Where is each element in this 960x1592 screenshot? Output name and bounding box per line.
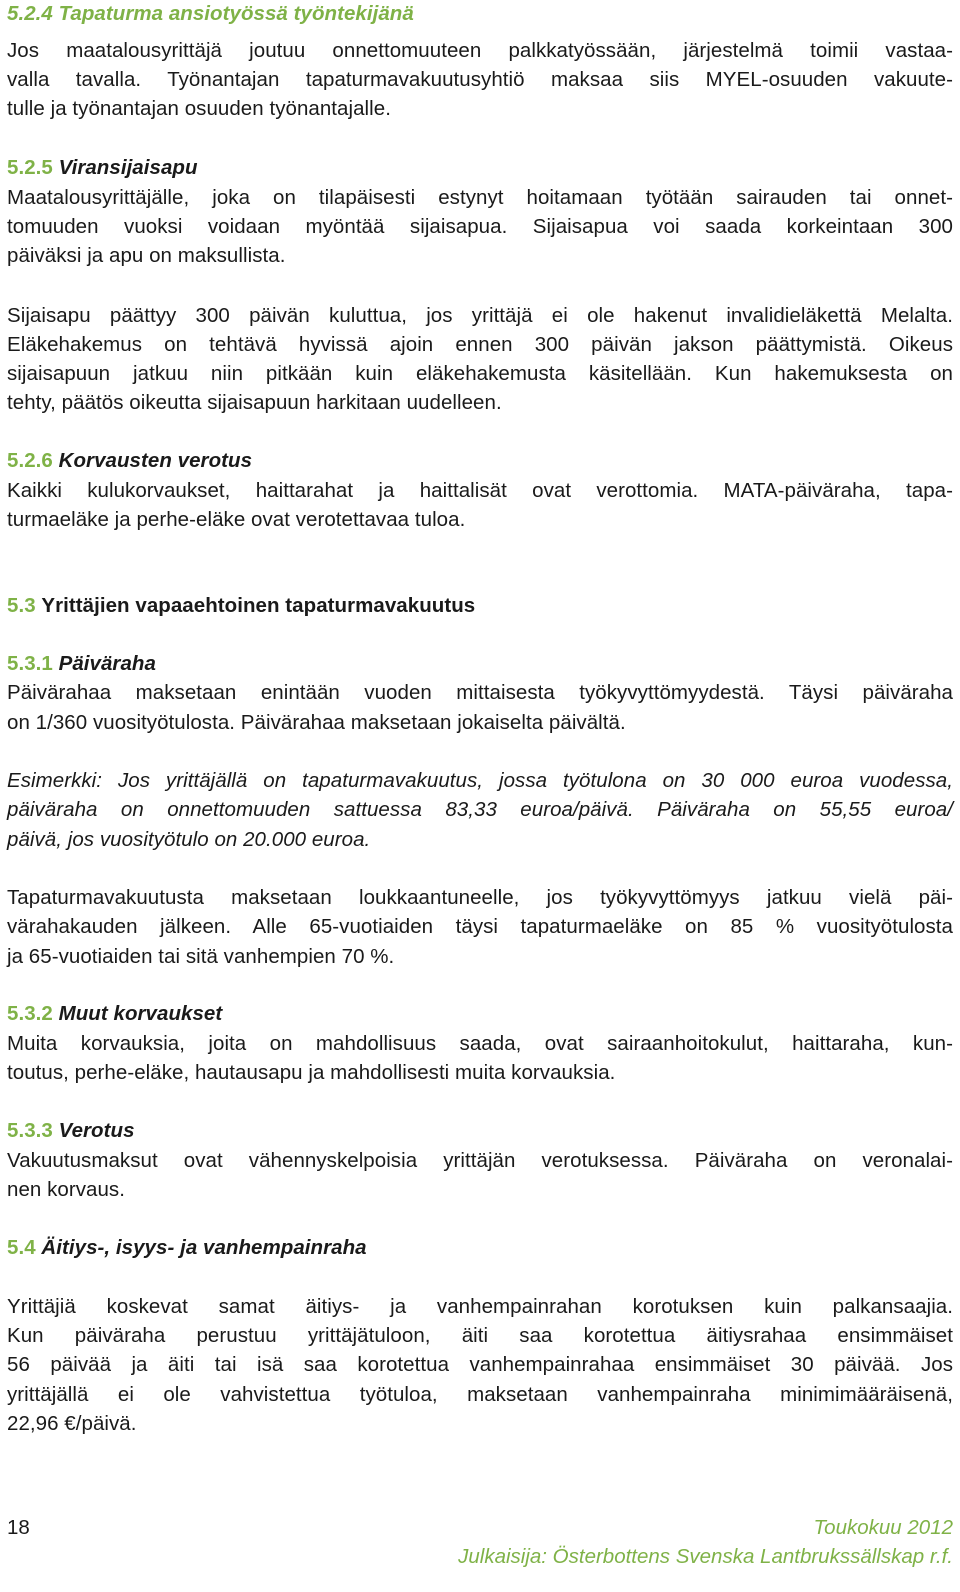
paragraph-line: päiväksi ja apu on maksullista. — [7, 244, 286, 267]
section-heading-5-3-3: 5.3.3 Verotus — [7, 1119, 135, 1142]
example-line: Esimerkki: Jos yrittäjällä on tapaturmavakuutus, jossa työtulona on 30 000 euroa vuodessa, — [7, 769, 953, 792]
section-heading-5-4: 5.4 Äitiys-, isyys- ja vanhempainraha — [7, 1236, 367, 1259]
paragraph-line: Muita korvauksia, joita on mahdollisuus saada, ovat sairaanhoitokulut, haittaraha, kun- — [7, 1032, 953, 1055]
paragraph-line: tehty, päätös oikeutta sijaisapuun harkitaan uudelleen. — [7, 391, 502, 414]
paragraph-line: Päivärahaa maksetaan enintään vuoden mittaisesta työkyvyttömyydestä. Täysi päiväraha — [7, 681, 953, 704]
paragraph-line: Maatalousyrittäjälle, joka on tilapäisesti estynyt hoitamaan työtään sairauden tai onnet- — [7, 186, 953, 209]
section-heading-5-3-1: 5.3.1 Päiväraha — [7, 652, 156, 675]
paragraph-line: Jos maatalousyrittäjä joutuu onnettomuuteen palkkatyössään, järjestelmä toimii vastaa- — [7, 39, 953, 62]
paragraph-line: värahakauden jälkeen. Alle 65-vuotiaiden täysi tapaturmaeläke on 85 % vuosityötulosta — [7, 915, 953, 938]
paragraph-line: 22,96 €/päivä. — [7, 1412, 137, 1435]
paragraph-line: Tapaturmavakuutusta maksetaan loukkaantuneelle, jos työkyvyttömyys jatkuu vielä päi- — [7, 886, 953, 909]
section-heading-5-2-6: 5.2.6 Korvausten verotus — [7, 449, 253, 472]
paragraph-line: Sijaisapu päättyy 300 päivän kuluttua, jos yrittäjä ei ole hakenut invalidieläkettä Melalta. — [7, 304, 953, 327]
paragraph-line: yrittäjällä ei ole vahvistettua työtuloa, maksetaan vanhempainraha minimimääräisenä, — [7, 1383, 953, 1406]
paragraph-line: sijaisapuun jatkuu niin pitkään kuin eläkehakemusta käsitellään. Kun hakemuksesta on — [7, 362, 953, 385]
paragraph-line: ja 65-vuotiaiden tai sitä vanhempien 70 %. — [7, 945, 395, 968]
footer-date: Toukokuu 2012 — [813, 1516, 953, 1539]
example-line: päivä, jos vuosityötulo on 20.000 euroa. — [7, 828, 371, 851]
section-heading-5-2-4: 5.2.4 Tapaturma ansiotyössä työntekijänä — [7, 2, 414, 25]
section-heading-5-3-2: 5.3.2 Muut korvaukset — [7, 1002, 223, 1025]
paragraph-line: turmaeläke ja perhe-eläke ovat verotettavaa tuloa. — [7, 508, 466, 531]
section-heading-5-2-5: 5.2.5 Viransijaisapu — [7, 156, 198, 179]
page-number: 18 — [7, 1516, 30, 1539]
section-heading-5-3: 5.3 Yrittäjien vapaaehtoinen tapaturmavakuutus — [7, 594, 476, 617]
paragraph-line: tomuuden vuoksi voidaan myöntää sijaisapua. Sijaisapua voi saada korkeintaan 300 — [7, 215, 953, 238]
paragraph-line: nen korvaus. — [7, 1178, 125, 1201]
footer-publisher: Julkaisija: Österbottens Svenska Lantbrukssällskap r.f. — [458, 1545, 953, 1568]
paragraph-line: valla tavalla. Työnantajan tapaturmavakuutusyhtiö maksaa siis MYEL-osuuden vakuute- — [7, 68, 953, 91]
paragraph-line: Yrittäjiä koskevat samat äitiys- ja vanhempainrahan korotuksen kuin palkansaajia. — [7, 1295, 953, 1318]
example-line: päiväraha on onnettomuuden sattuessa 83,33 euroa/päivä. Päiväraha on 55,55 euroa/ — [7, 798, 953, 821]
paragraph-line: 56 päivää ja äiti tai isä saa korotettua vanhempainrahaa ensimmäiset 30 päivää. Jos — [7, 1353, 953, 1376]
paragraph-line: Vakuutusmaksut ovat vähennyskelpoisia yrittäjän verotuksessa. Päiväraha on veronalai- — [7, 1149, 953, 1172]
paragraph-line: on 1/360 vuosityötulosta. Päivärahaa maksetaan jokaiselta päivältä. — [7, 711, 626, 734]
paragraph-line: Kun päiväraha perustuu yrittäjätuloon, äiti saa korotettua äitiysrahaa ensimmäiset — [7, 1324, 953, 1347]
paragraph-line: tulle ja työnantajan osuuden työnantajalle. — [7, 97, 391, 120]
paragraph-line: toutus, perhe-eläke, hautausapu ja mahdollisesti muita korvauksia. — [7, 1061, 616, 1084]
paragraph-line: Eläkehakemus on tehtävä hyvissä ajoin ennen 300 päivän jakson päättymistä. Oikeus — [7, 333, 953, 356]
paragraph-line: Kaikki kulukorvaukset, haittarahat ja haittalisät ovat verottomia. MATA-päiväraha, tapa- — [7, 479, 953, 502]
